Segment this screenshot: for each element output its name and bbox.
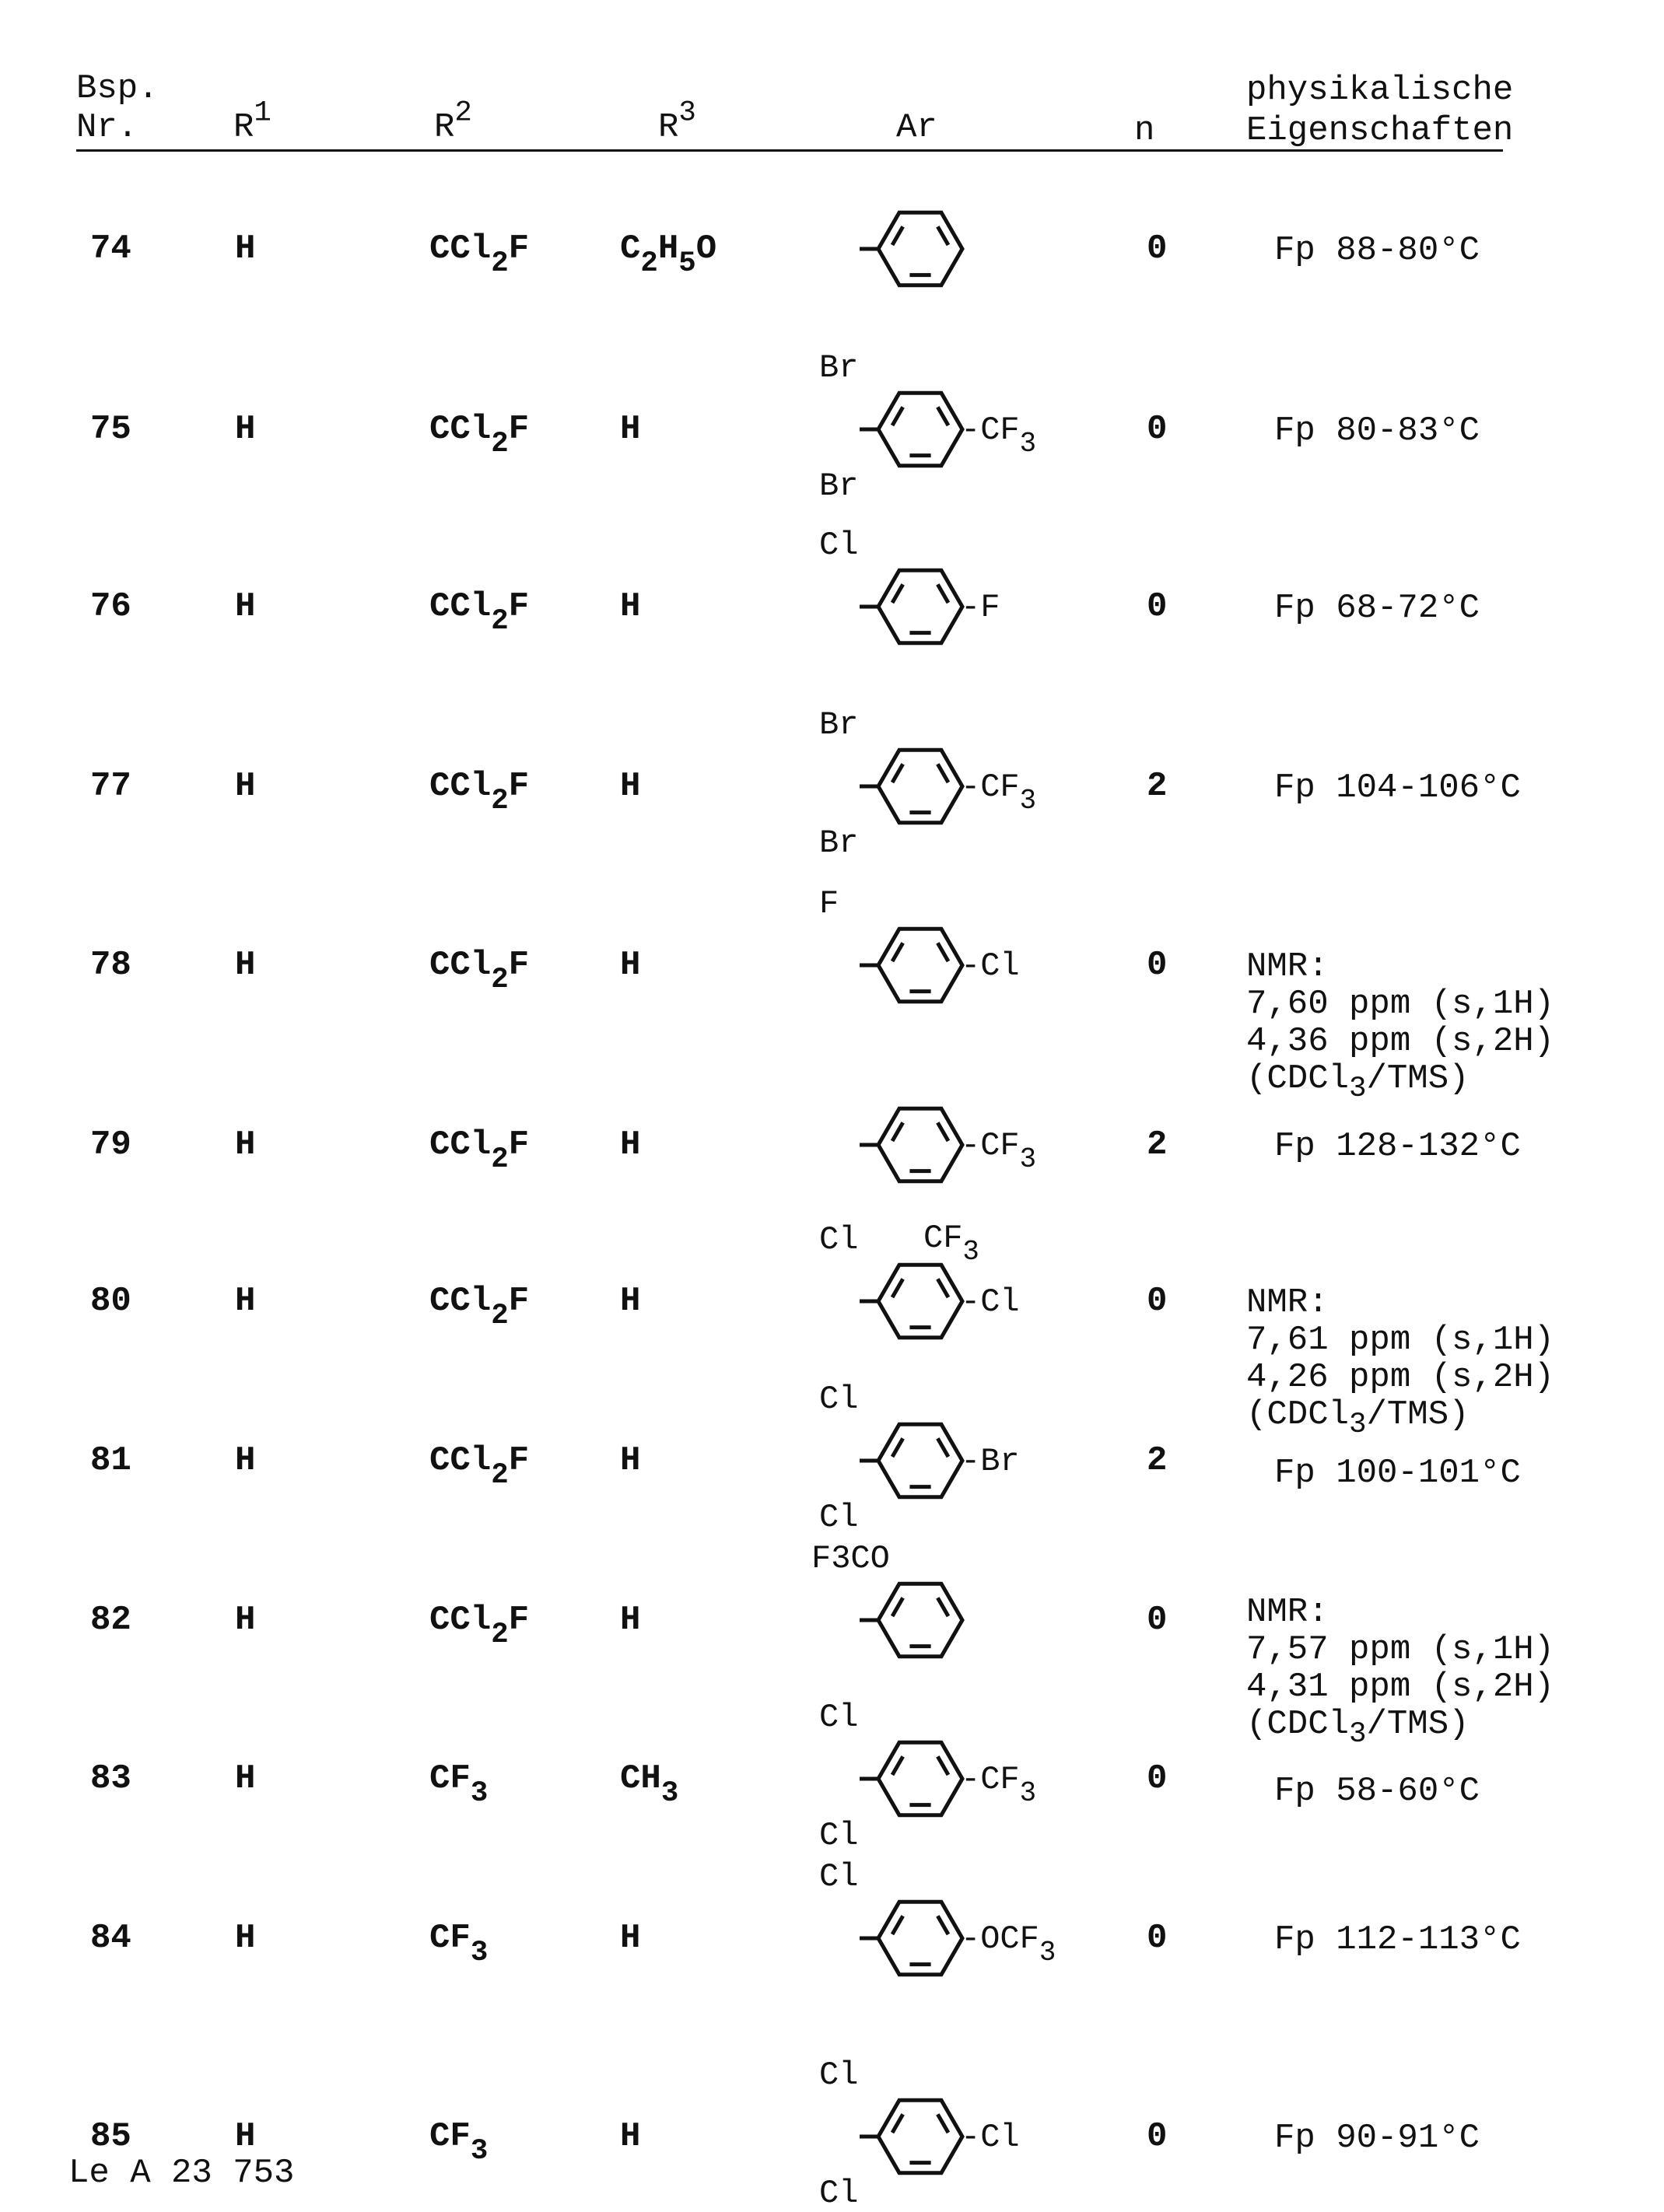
text-segment: H — [620, 587, 640, 626]
cell-r2 — [429, 769, 529, 803]
text-segment: -Cl — [961, 947, 1020, 985]
text-segment: (CDCl — [1246, 1705, 1349, 1744]
example-number: 75 — [90, 412, 131, 446]
text-segment: H — [235, 1125, 255, 1164]
cell-physical-properties — [1246, 948, 1554, 1097]
cell-n: 0 — [1147, 2119, 1167, 2154]
subscript: 3 — [1020, 1143, 1036, 1175]
text-segment: F — [509, 587, 529, 626]
header-r1 — [233, 110, 271, 145]
example-number: 82 — [90, 1603, 131, 1637]
substituent-bottom-left: Br — [819, 470, 858, 502]
subscript: 2 — [491, 785, 508, 817]
property-line: Fp 68-72°C — [1246, 590, 1480, 627]
subscript: 3 — [1020, 1777, 1036, 1809]
substituent-right — [961, 771, 1036, 803]
text-segment: CH — [620, 1759, 661, 1798]
subscript: 2 — [491, 1143, 508, 1176]
text-segment: F — [509, 1441, 529, 1480]
text-segment: CCl — [429, 1125, 491, 1164]
header-props-line2: Eigenschaften — [1246, 114, 1513, 148]
subscript: 3 — [1349, 1409, 1366, 1441]
text-segment: -CF — [961, 411, 1020, 449]
text-segment: F — [509, 229, 529, 268]
benzene-ring-icon — [850, 1573, 990, 1667]
text-segment: CCl — [429, 410, 491, 449]
substituent-right — [961, 1129, 1036, 1162]
header-nr-line1: Bsp. — [76, 72, 159, 106]
cell-n: 0 — [1147, 1603, 1167, 1637]
cell-r3 — [620, 1603, 640, 1637]
text-segment: -Br — [961, 1443, 1020, 1480]
example-number: 74 — [90, 232, 131, 266]
substituent-top-left: Cl — [819, 1860, 858, 1893]
text-segment: CCl — [429, 587, 491, 626]
subscript: 3 — [1349, 1718, 1366, 1751]
text-segment: H — [620, 1601, 640, 1640]
substituent-right — [961, 1763, 1036, 1796]
text-segment: H — [235, 946, 255, 985]
text-segment: CCl — [429, 1441, 491, 1480]
substituent-bottom-left: Cl — [819, 1819, 858, 1852]
substituent-top-left: F3CO — [811, 1542, 890, 1575]
example-number: 85 — [90, 2119, 131, 2154]
text-segment: CF — [429, 2117, 471, 2156]
text-segment: CF — [429, 1919, 471, 1958]
subscript: 3 — [661, 1777, 678, 1810]
cell-r2 — [429, 1284, 529, 1318]
subscript: 5 — [678, 247, 695, 280]
property-line: 7,60 ppm (s,1H) — [1246, 985, 1554, 1023]
text-segment: (CDCl — [1246, 1059, 1349, 1098]
cell-r1 — [235, 1284, 255, 1318]
cell-r3 — [620, 948, 640, 982]
cell-r3 — [620, 1128, 640, 1162]
text-segment: -CF — [961, 768, 1020, 806]
cell-n: 0 — [1147, 948, 1167, 982]
cell-r2 — [429, 1603, 529, 1637]
cell-r2 — [429, 1921, 488, 1955]
text-segment: CCl — [429, 1601, 491, 1640]
cell-r1 — [235, 590, 255, 624]
property-line: Fp 128-132°C — [1246, 1128, 1521, 1165]
subscript: 2 — [491, 1459, 508, 1492]
substituent-top-left: Cl — [819, 1223, 858, 1256]
cell-n: 0 — [1147, 1284, 1167, 1318]
subscript: 3 — [1020, 428, 1036, 460]
text-segment: F — [509, 767, 529, 806]
header-r3 — [658, 110, 696, 145]
header-r2-sup: 2 — [454, 96, 471, 129]
cell-r3 — [620, 1284, 640, 1318]
substituent-top-left: Cl — [819, 529, 858, 562]
cell-r1 — [235, 1128, 255, 1162]
example-number: 76 — [90, 590, 131, 624]
text-segment: H — [235, 767, 255, 806]
header-n: n — [1134, 114, 1154, 148]
text-segment: /TMS) — [1366, 1705, 1469, 1744]
subscript: 2 — [491, 247, 508, 280]
text-segment: H — [620, 1919, 640, 1958]
text-segment: H — [620, 946, 640, 985]
subscript: 2 — [491, 605, 508, 638]
cell-r1 — [235, 948, 255, 982]
cell-r3 — [620, 1444, 640, 1478]
subscript: 2 — [491, 1300, 508, 1332]
text-segment: F — [509, 1601, 529, 1640]
example-number: 81 — [90, 1444, 131, 1478]
property-line — [1246, 1706, 1554, 1743]
example-number: 80 — [90, 1284, 131, 1318]
cell-r2 — [429, 590, 529, 624]
text-segment: CF — [923, 1220, 962, 1257]
example-number: 79 — [90, 1128, 131, 1162]
text-segment: F — [509, 1125, 529, 1164]
text-segment: /TMS) — [1366, 1395, 1469, 1434]
text-segment: H — [235, 1282, 255, 1321]
cell-r3 — [620, 2119, 640, 2154]
text-segment: H — [235, 587, 255, 626]
cell-r2 — [429, 2119, 488, 2154]
cell-r3 — [620, 412, 640, 446]
substituent-top-right — [923, 1222, 979, 1255]
substituent-right — [961, 414, 1036, 446]
cell-physical-properties — [1246, 232, 1480, 269]
text-segment: H — [620, 767, 640, 806]
cell-r2 — [429, 1128, 529, 1162]
cell-r1 — [235, 1603, 255, 1637]
substituent-bottom-left: Cl — [819, 2177, 858, 2210]
cell-r1 — [235, 2119, 255, 2154]
text-segment: H — [620, 410, 640, 449]
substituent-top-left: Cl — [819, 2059, 858, 2091]
cell-r1 — [235, 769, 255, 803]
subscript: 3 — [471, 1777, 488, 1810]
cell-r1 — [235, 1444, 255, 1478]
cell-r3 — [620, 1762, 678, 1796]
example-number: 84 — [90, 1921, 131, 1955]
cell-physical-properties — [1246, 1128, 1521, 1165]
cell-r3 — [620, 1921, 640, 1955]
text-segment: /TMS) — [1366, 1059, 1469, 1098]
text-segment: -Cl — [961, 2119, 1020, 2156]
cell-r3 — [620, 769, 640, 803]
text-segment: C — [620, 229, 640, 268]
substituent-top-left: Br — [819, 709, 858, 741]
substituent-right — [961, 2121, 1020, 2154]
text-segment: H — [235, 1759, 255, 1798]
property-line: 7,57 ppm (s,1H) — [1246, 1631, 1554, 1668]
header-r2-label: R — [434, 108, 454, 147]
text-segment: -CF — [961, 1761, 1020, 1798]
text-segment: H — [620, 1441, 640, 1480]
cell-r1 — [235, 1921, 255, 1955]
property-line: NMR: — [1246, 948, 1554, 985]
property-line: Fp 112-113°C — [1246, 1921, 1521, 1958]
text-segment: H — [235, 2117, 255, 2156]
text-segment: H — [235, 229, 255, 268]
cell-r2 — [429, 412, 529, 446]
property-line: Fp 104-106°C — [1246, 769, 1521, 807]
cell-physical-properties — [1246, 1284, 1554, 1433]
property-line: Fp 100-101°C — [1246, 1454, 1521, 1492]
text-segment: H — [620, 2117, 640, 2156]
cell-physical-properties — [1246, 1594, 1554, 1743]
substituent-top-left: Cl — [819, 1701, 858, 1734]
property-line: Fp 58-60°C — [1246, 1773, 1480, 1810]
cell-r2 — [429, 232, 529, 266]
text-segment: -OCF — [961, 1920, 1039, 1958]
cell-n: 0 — [1147, 1921, 1167, 1955]
text-segment: CCl — [429, 1282, 491, 1321]
text-segment: -F — [961, 589, 1000, 626]
example-number: 83 — [90, 1762, 131, 1796]
text-segment: F — [509, 1282, 529, 1321]
cell-r3 — [620, 590, 640, 624]
text-segment: H — [620, 1282, 640, 1321]
substituent-top-left: F — [819, 887, 839, 920]
property-line: Fp 90-91°C — [1246, 2119, 1480, 2157]
text-segment: (CDCl — [1246, 1395, 1349, 1434]
property-line: NMR: — [1246, 1594, 1554, 1631]
property-line: Fp 80-83°C — [1246, 412, 1480, 450]
text-segment: H — [235, 410, 255, 449]
text-segment: F — [509, 410, 529, 449]
cell-r3 — [620, 232, 716, 266]
substituent-top-left: Br — [819, 352, 858, 384]
header-r3-label: R — [658, 108, 678, 147]
subscript: 3 — [1020, 785, 1036, 817]
cell-n: 0 — [1147, 412, 1167, 446]
example-number: 77 — [90, 769, 131, 803]
text-segment: H — [620, 1125, 640, 1164]
property-line — [1246, 1060, 1554, 1097]
cell-n: 0 — [1147, 1762, 1167, 1796]
text-segment: H — [235, 1601, 255, 1640]
header-r1-label: R — [233, 108, 254, 147]
cell-physical-properties — [1246, 2119, 1480, 2157]
text-segment: CCl — [429, 946, 491, 985]
text-segment: CCl — [429, 767, 491, 806]
property-line — [1246, 1396, 1554, 1433]
subscript: 3 — [471, 2135, 488, 2168]
subscript: 2 — [491, 964, 508, 996]
example-number: 78 — [90, 948, 131, 982]
cell-r1 — [235, 412, 255, 446]
text-segment: -Cl — [961, 1283, 1020, 1321]
cell-r2 — [429, 1444, 529, 1478]
cell-n: 2 — [1147, 1128, 1167, 1162]
substituent-bottom-left: Cl — [819, 1501, 858, 1534]
subscript: 3 — [471, 1937, 488, 1969]
cell-physical-properties — [1246, 1454, 1521, 1492]
substituent-right — [961, 1286, 1020, 1318]
property-line: NMR: — [1246, 1284, 1554, 1321]
text-segment: H — [235, 1919, 255, 1958]
benzene-ring-icon — [850, 202, 990, 296]
text-segment: CF — [429, 1759, 471, 1798]
property-line: 7,61 ppm (s,1H) — [1246, 1321, 1554, 1359]
subscript: 3 — [1349, 1073, 1366, 1105]
cell-physical-properties — [1246, 769, 1521, 807]
text-segment: H — [235, 1441, 255, 1480]
cell-n: 0 — [1147, 590, 1167, 624]
subscript: 2 — [491, 1619, 508, 1651]
cell-r2 — [429, 1762, 488, 1796]
header-rule — [76, 149, 1503, 152]
cell-physical-properties — [1246, 1921, 1521, 1958]
property-line: 4,26 ppm (s,2H) — [1246, 1359, 1554, 1396]
subscript: 3 — [962, 1236, 979, 1268]
substituent-right — [961, 591, 1000, 624]
header-nr-line2: Nr. — [76, 110, 138, 145]
cell-n: 2 — [1147, 769, 1167, 803]
cell-r2 — [429, 948, 529, 982]
cell-r1 — [235, 1762, 255, 1796]
subscript: 2 — [640, 247, 657, 280]
cell-physical-properties — [1246, 590, 1480, 627]
text-segment: H — [658, 229, 678, 268]
cell-n: 0 — [1147, 232, 1167, 266]
substituent-right — [961, 950, 1020, 982]
header-r3-sup: 3 — [678, 96, 695, 129]
substituent-bottom-left: Br — [819, 827, 858, 859]
substituent-right — [961, 1923, 1056, 1955]
cell-n: 2 — [1147, 1444, 1167, 1478]
text-segment: -CF — [961, 1127, 1020, 1164]
text-segment: O — [696, 229, 716, 268]
text-segment: F — [509, 946, 529, 985]
header-props-line1: physikalische — [1246, 73, 1513, 107]
property-line: Fp 88-80°C — [1246, 232, 1480, 269]
cell-physical-properties — [1246, 412, 1480, 450]
substituent-top-left: Cl — [819, 1383, 858, 1416]
subscript: 3 — [1039, 1937, 1056, 1969]
property-line: 4,31 ppm (s,2H) — [1246, 1668, 1554, 1706]
cell-physical-properties — [1246, 1773, 1480, 1810]
property-line: 4,36 ppm (s,2H) — [1246, 1023, 1554, 1060]
header-ar: Ar — [896, 110, 937, 145]
header-r1-sup: 1 — [254, 96, 271, 129]
substituent-right — [961, 1445, 1020, 1478]
subscript: 2 — [491, 428, 508, 460]
cell-r1 — [235, 232, 255, 266]
text-segment: CCl — [429, 229, 491, 268]
footer-document-code: Le A 23 753 — [68, 2156, 294, 2190]
header-r2 — [434, 110, 472, 145]
